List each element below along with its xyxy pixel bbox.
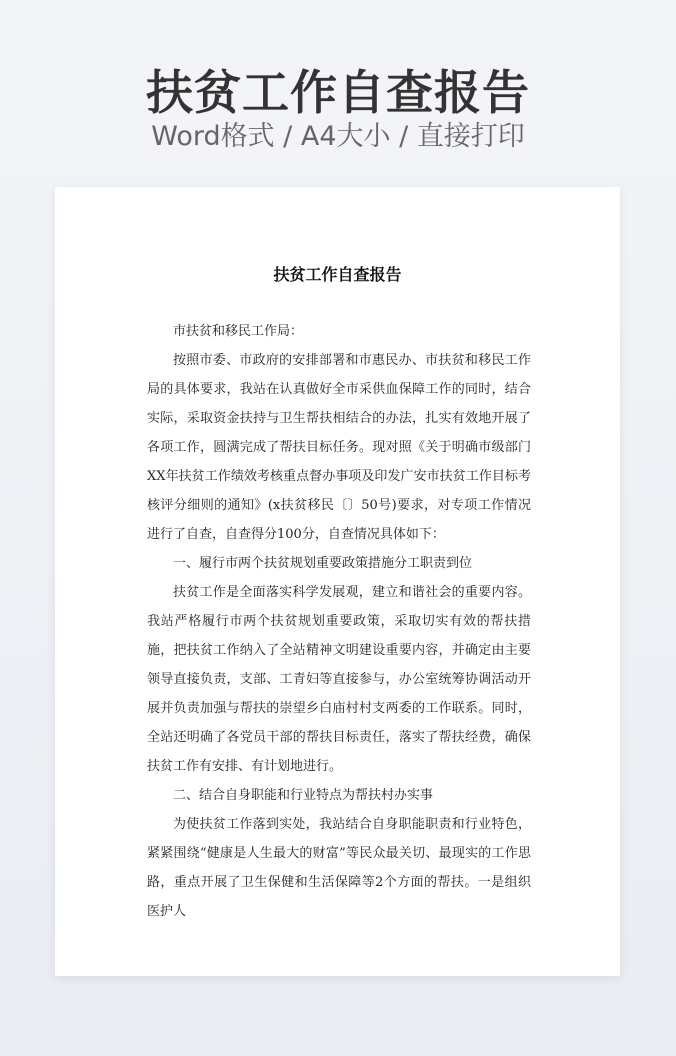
- banner-subtitle: Word格式 / A4大小 / 直接打印: [151, 121, 525, 152]
- document-page: [55, 187, 620, 976]
- section-heading-1: 一、履行市两个扶贫规划重要政策措施分工职责到位: [173, 556, 473, 571]
- document-body: [147, 317, 531, 926]
- section-heading-2: 二、结合自身职能和行业特点为帮扶村办实事: [173, 788, 434, 803]
- document-title: 扶贫工作自查报告: [273, 265, 402, 284]
- paragraph-section-2: 为使扶贫工作落到实处，我站结合自身职能职责和行业特色，紧紧围绕“健康是人生最大的财富”等民众最关切、最现实的工作思路，重点开展了卫生保健和生活保障等2个方面的帮扶。一是组织医护人: [147, 817, 531, 919]
- banner-title: 扶贫工作自查报告: [146, 66, 530, 121]
- salutation: 市扶贫和移民工作局：: [173, 324, 304, 339]
- paragraph-intro: 按照市委、市政府的安排部署和市惠民办、市扶贫和移民工作局的具体要求，我站在认真做好全市采供血保障工作的同时，结合实际，采取资金扶持与卫生帮扶相结合的办法，扎实有效地开展了各项工作，圆满完成了帮扶目标任务。现对照《关于明确市级部门XX年扶贫工作绩效考核重点督办事项及印发广安市扶贫工作目标考核评分细则的通知》(x扶贫移民〔〕50号)要求，对专项工作情况进行了自查，自查得分100分，自查情况具体如下：: [147, 353, 531, 542]
- paragraph-section-1: 扶贫工作是全面落实科学发展观，建立和谐社会的重要内容。我站严格履行市两个扶贫规划重要政策，采取切实有效的帮扶措施，把扶贫工作纳入了全站精神文明建设重要内容，并确定由主要领导直接负责，支部、工青妇等直接参与，办公室统筹协调活动开展并负责加强与帮扶的崇望乡白庙村村支两委的工作联系。同时，全站还明确了各党员干部的帮扶目标责任，落实了帮扶经费，确保扶贫工作有安排、有计划地进行。: [147, 585, 531, 774]
